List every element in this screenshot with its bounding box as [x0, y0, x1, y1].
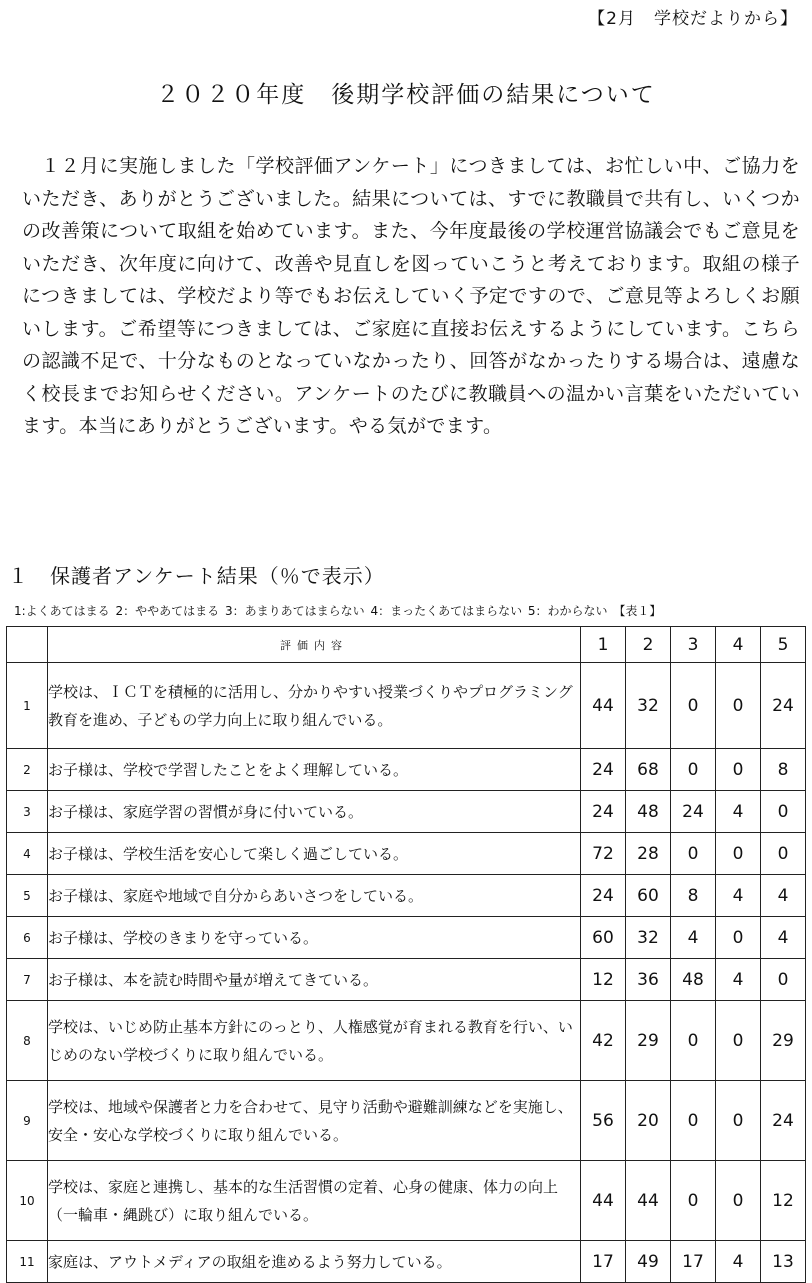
legend-item: 3：あまりあてはまらない	[224, 604, 365, 618]
row-value: 20	[626, 1081, 671, 1161]
header-col-2: 2	[626, 627, 671, 663]
row-value: 60	[626, 875, 671, 917]
row-number: 9	[7, 1081, 48, 1161]
row-value: 12	[761, 1161, 806, 1241]
row-value: 60	[581, 917, 626, 959]
row-value: 44	[581, 663, 626, 749]
row-value: 29	[761, 1001, 806, 1081]
row-value: 4	[716, 959, 761, 1001]
table-row	[7, 663, 806, 749]
row-number: 3	[7, 791, 48, 833]
table-row	[7, 875, 806, 917]
row-value: 4	[716, 791, 761, 833]
row-value: 44	[626, 1161, 671, 1241]
row-value: 0	[716, 917, 761, 959]
table-row	[7, 959, 806, 1001]
row-value: 0	[671, 663, 716, 749]
row-value: 4	[716, 1241, 761, 1283]
row-value: 0	[716, 663, 761, 749]
row-value: 0	[671, 749, 716, 791]
row-value: 0	[671, 1161, 716, 1241]
survey-results-table	[6, 626, 806, 1283]
row-number: 4	[7, 833, 48, 875]
row-content: 家庭は、アウトメディアの取組を進めるよう努力している。	[48, 1241, 581, 1283]
row-value: 32	[626, 663, 671, 749]
legend-item: 1:よくあてはまる	[14, 604, 110, 618]
row-value: 24	[761, 663, 806, 749]
row-value: 24	[581, 749, 626, 791]
row-value: 56	[581, 1081, 626, 1161]
table-row	[7, 791, 806, 833]
row-value: 24	[581, 791, 626, 833]
table-row	[7, 917, 806, 959]
row-value: 4	[761, 917, 806, 959]
row-value: 24	[671, 791, 716, 833]
table-row	[7, 1241, 806, 1283]
row-content: お子様は、家庭や地域で自分からあいさつをしている。	[48, 875, 581, 917]
row-content: お子様は、学校生活を安心して楽しく過ごしている。	[48, 833, 581, 875]
row-value: 4	[671, 917, 716, 959]
row-content: 学校は、家庭と連携し、基本的な生活習慣の定着、心身の健康、体力の向上（一輪車・縄跳び）に取り組んでいる。	[48, 1161, 581, 1241]
header-col-3: 3	[671, 627, 716, 663]
row-value: 8	[761, 749, 806, 791]
row-value: 4	[716, 875, 761, 917]
row-content: 学校は、ＩＣＴを積極的に活用し、分かりやすい授業づくりやプログラミング教育を進め、子どもの学力向上に取り組んでいる。	[48, 663, 581, 749]
row-value: 68	[626, 749, 671, 791]
row-content: 学校は、いじめ防止基本方針にのっとり、人権感覚が育まれる教育を行い、いじめのない学校づくりに取り組んでいる。	[48, 1001, 581, 1081]
row-value: 44	[581, 1161, 626, 1241]
row-value: 0	[761, 791, 806, 833]
row-number: 5	[7, 875, 48, 917]
row-value: 0	[761, 833, 806, 875]
row-value: 0	[716, 1081, 761, 1161]
row-value: 24	[581, 875, 626, 917]
section-heading: １ 保護者アンケート結果（％で表示）	[8, 564, 385, 588]
header-tag: 【2月 学校だよりから】	[588, 9, 798, 29]
legend	[14, 602, 804, 619]
row-value: 49	[626, 1241, 671, 1283]
page-title: ２０２０年度 後期学校評価の結果について	[156, 82, 656, 108]
table-header-row	[7, 627, 806, 663]
row-number: 7	[7, 959, 48, 1001]
row-value: 36	[626, 959, 671, 1001]
row-value: 29	[626, 1001, 671, 1081]
row-value: 13	[761, 1241, 806, 1283]
row-value: 0	[671, 833, 716, 875]
row-value: 0	[761, 959, 806, 1001]
row-value: 72	[581, 833, 626, 875]
row-value: 0	[716, 749, 761, 791]
row-value: 0	[671, 1081, 716, 1161]
table-row	[7, 1161, 806, 1241]
row-value: 0	[716, 1161, 761, 1241]
header-no	[7, 627, 48, 663]
row-value: 28	[626, 833, 671, 875]
row-value: 24	[761, 1081, 806, 1161]
table-row	[7, 1001, 806, 1081]
row-content: お子様は、学校で学習したことをよく理解している。	[48, 749, 581, 791]
row-value: 48	[671, 959, 716, 1001]
legend-item: 4：まったくあてはまらない	[370, 604, 523, 618]
row-content: 学校は、地域や保護者と力を合わせて、見守り活動や避難訓練などを実施し、安全・安心な学校づくりに取り組んでいる。	[48, 1081, 581, 1161]
header-col-1: 1	[581, 627, 626, 663]
row-value: 12	[581, 959, 626, 1001]
row-value: 42	[581, 1001, 626, 1081]
table-row	[7, 833, 806, 875]
row-value: 0	[716, 1001, 761, 1081]
row-value: 17	[581, 1241, 626, 1283]
row-number: 6	[7, 917, 48, 959]
header-col-5: 5	[761, 627, 806, 663]
row-value: 0	[671, 1001, 716, 1081]
header-content: 評価内容	[48, 627, 581, 663]
row-number: 11	[7, 1241, 48, 1283]
row-value: 48	[626, 791, 671, 833]
row-number: 2	[7, 749, 48, 791]
row-value: 0	[716, 833, 761, 875]
row-value: 17	[671, 1241, 716, 1283]
table-row	[7, 1081, 806, 1161]
row-value: 4	[761, 875, 806, 917]
intro-paragraph: １２月に実施しました「学校評価アンケート」につきましては、お忙しい中、ご協力をいただき、ありがとうございました。結果については、すでに教職員で共有し、いくつかの改善策について取組を始めています。また、今年度最後の学校運営協議会でもご意見をいただき、次年度に向けて、改善や見直しを図っていこうと考えております。取組の様子につきましては、学校だより等でもお伝えしていく予定ですので、ご意見等よろしくお願いします。ご希望等につきましては、ご家庭に直接お伝えするようにしています。こちらの認識不足で、十分なものとなっていなかったり、回答がなかったりする場合は、遠慮なく校長までお知らせください。アンケートのたびに教職員への温かい言葉をいただいています。本当にありがとうございます。やる気がでます。	[22, 155, 800, 437]
row-number: 8	[7, 1001, 48, 1081]
row-content: お子様は、本を読む時間や量が増えてきている。	[48, 959, 581, 1001]
row-value: 32	[626, 917, 671, 959]
header-col-4: 4	[716, 627, 761, 663]
table-row	[7, 749, 806, 791]
row-content: お子様は、家庭学習の習慣が身に付いている。	[48, 791, 581, 833]
row-value: 8	[671, 875, 716, 917]
row-number: 10	[7, 1161, 48, 1241]
table-reference: 【表１】	[613, 604, 662, 618]
legend-item: 2：ややあてはまる	[115, 604, 220, 618]
row-content: お子様は、学校のきまりを守っている。	[48, 917, 581, 959]
row-number: 1	[7, 663, 48, 749]
legend-item: 5：わからない	[527, 604, 608, 618]
